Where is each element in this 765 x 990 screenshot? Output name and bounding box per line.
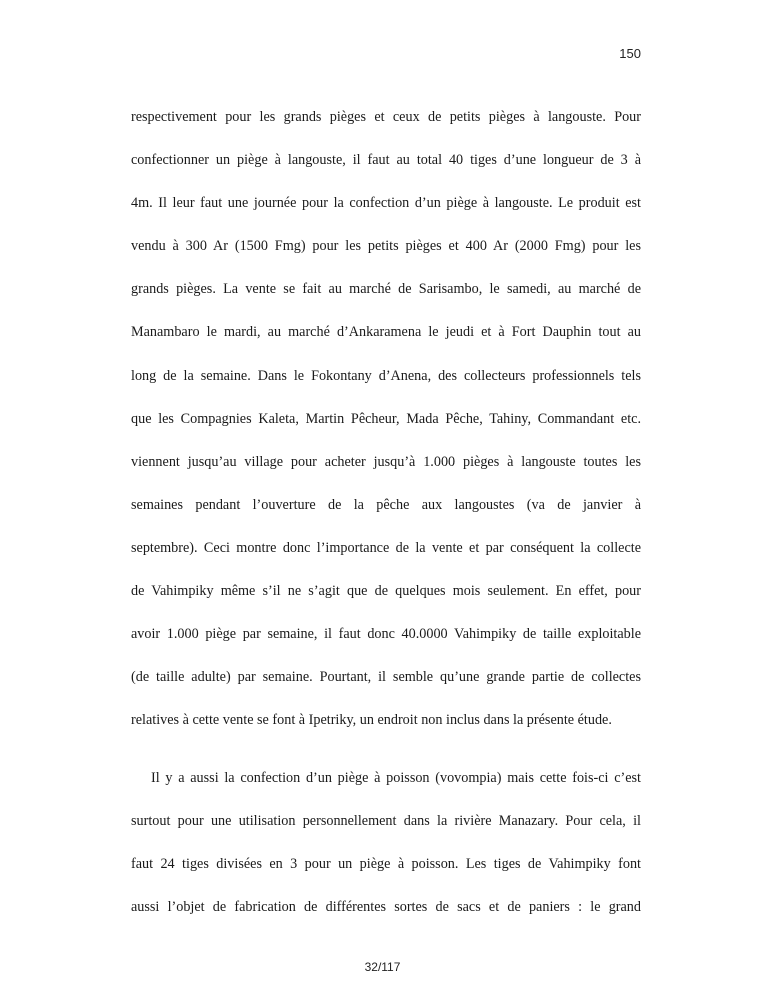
paragraph-line: de Vahimpiky même s’il ne s’agit que de quelques mois seulement. En effet, pour (131, 583, 641, 599)
paragraph-line: 4m. Il leur faut une journée pour la confection d’un piège à langouste. Le produit est (131, 195, 641, 211)
paragraph-line: que les Compagnies Kaleta, Martin Pêcheur, Mada Pêche, Tahiny, Commandant etc. (131, 411, 641, 427)
paragraph-line: faut 24 tiges divisées en 3 pour un piège à poisson. Les tiges de Vahimpiky font (131, 856, 641, 872)
paragraph-line: relatives à cette vente se font à Ipetriky, un endroit non inclus dans la présente étude. (131, 712, 612, 728)
paragraph-line: septembre). Ceci montre donc l’importance de la vente et par conséquent la collecte (131, 540, 641, 556)
paragraph-line: long de la semaine. Dans le Fokontany d’Anena, des collecteurs professionnels tels (131, 368, 641, 384)
page-pagination: 32/117 (364, 960, 401, 974)
paragraph-line: Manambaro le mardi, au marché d’Ankaramena le jeudi et à Fort Dauphin tout au (131, 324, 641, 340)
paragraph-line: Il y a aussi la confection d’un piège à poisson (vovompia) mais cette fois-ci c’est (151, 770, 641, 786)
paragraph-line: semaines pendant l’ouverture de la pêche aux langoustes (va de janvier à (131, 497, 641, 513)
paragraph-line: grands pièges. La vente se fait au marché de Sarisambo, le samedi, au marché de (131, 281, 641, 297)
paragraph-line: (de taille adulte) par semaine. Pourtant, il semble qu’une grande partie de collectes (131, 669, 641, 685)
paragraph-line: aussi l’objet de fabrication de différentes sortes de sacs et de paniers : le grand (131, 899, 641, 915)
paragraph-line: vendu à 300 Ar (1500 Fmg) pour les petits pièges et 400 Ar (2000 Fmg) pour les (131, 238, 641, 254)
page-number: 150 (619, 46, 641, 61)
paragraph-line: avoir 1.000 piège par semaine, il faut donc 40.0000 Vahimpiky de taille exploitable (131, 626, 641, 642)
paragraph-line: viennent jusqu’au village pour acheter jusqu’à 1.000 pièges à langouste toutes les (131, 454, 641, 470)
paragraph-line: surtout pour une utilisation personnellement dans la rivière Manazary. Pour cela, il (131, 813, 641, 829)
paragraph-line: respectivement pour les grands pièges et ceux de petits pièges à langouste. Pour (131, 109, 641, 125)
paragraph-line: confectionner un piège à langouste, il faut au total 40 tiges d’une longueur de 3 à (131, 152, 641, 168)
